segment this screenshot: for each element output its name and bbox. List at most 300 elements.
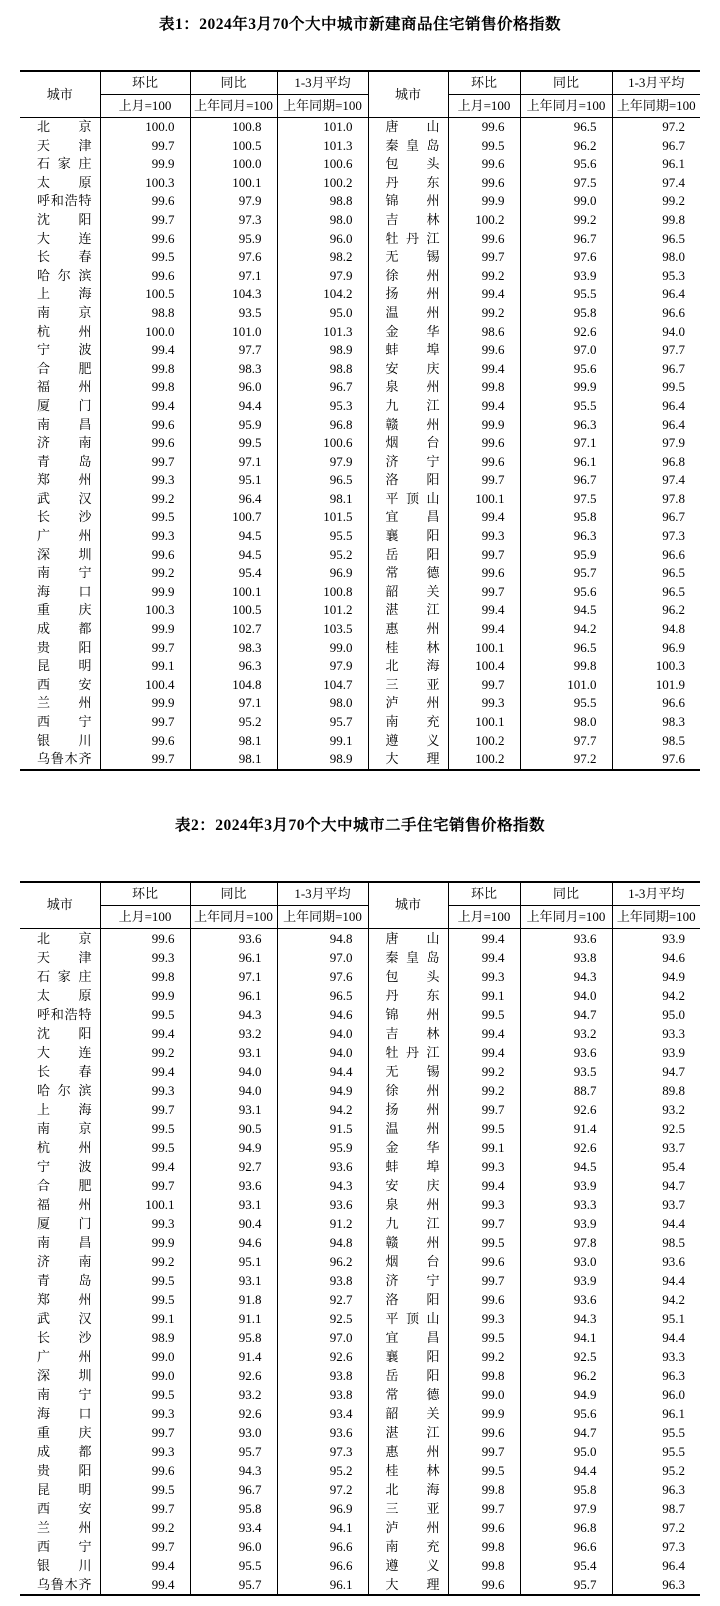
city-name: 宁 波 (37, 1158, 92, 1174)
index-value-cell: 96.1 (612, 155, 700, 174)
table-row (20, 1366, 700, 1385)
city-name: 湛 江 (385, 1424, 440, 1440)
index-value-cell: 99.5 (448, 1233, 520, 1252)
index-value-cell: 89.8 (612, 1081, 700, 1100)
table-row (20, 137, 700, 156)
index-value-cell: 99.4 (100, 397, 190, 416)
index-value-cell: 99.9 (100, 583, 190, 602)
table-row (20, 694, 700, 713)
index-value-cell: 95.0 (520, 1442, 612, 1461)
index-value-cell: 95.7 (190, 1442, 277, 1461)
city-name: 无 锡 (385, 249, 440, 265)
index-value-cell: 101.0 (277, 118, 368, 137)
index-value-cell: 95.5 (520, 694, 612, 713)
index-value-cell: 99.8 (100, 378, 190, 397)
city-cell (20, 639, 100, 658)
index-value-cell: 97.6 (190, 248, 277, 267)
col-header-yoy: 同比 (190, 882, 277, 906)
index-value-cell: 93.6 (277, 1423, 368, 1442)
city-name: 宁 波 (37, 342, 92, 358)
sub-header-yoy-base: 上年同月=100 (520, 905, 612, 928)
index-value-cell: 99.5 (612, 378, 700, 397)
index-value-cell: 99.8 (448, 1366, 520, 1385)
index-value-cell: 97.9 (520, 1499, 612, 1518)
index-value-cell: 103.5 (277, 620, 368, 639)
index-value-cell: 96.5 (277, 471, 368, 490)
index-value-cell: 96.4 (190, 490, 277, 509)
index-value-cell: 100.6 (277, 155, 368, 174)
city-name: 厦 门 (37, 397, 92, 413)
index-value-cell: 93.8 (277, 1271, 368, 1290)
index-value-cell: 100.1 (448, 713, 520, 732)
index-value-cell: 99.4 (100, 1575, 190, 1595)
index-value-cell: 93.6 (520, 928, 612, 948)
index-value-cell: 94.5 (190, 527, 277, 546)
index-value-cell: 97.5 (520, 174, 612, 193)
city-name: 上 海 (37, 286, 92, 302)
city-name: 金 华 (385, 323, 440, 339)
city-name: 牡 丹 江 (385, 1044, 440, 1060)
index-value-cell: 99.3 (448, 1157, 520, 1176)
index-value-cell: 93.9 (520, 1176, 612, 1195)
city-cell (368, 267, 448, 286)
city-cell (368, 1024, 448, 1043)
index-value-cell: 99.9 (100, 694, 190, 713)
city-name: 锦 州 (385, 1006, 440, 1022)
index-value-cell: 99.7 (100, 1100, 190, 1119)
city-cell (20, 1195, 100, 1214)
index-value-cell: 96.6 (612, 304, 700, 323)
table-row (20, 211, 700, 230)
index-value-cell: 93.6 (277, 1157, 368, 1176)
index-value-cell: 94.3 (520, 967, 612, 986)
table-row (20, 323, 700, 342)
index-value-cell: 99.7 (448, 546, 520, 565)
index-value-cell: 94.3 (190, 1005, 277, 1024)
city-cell (368, 1119, 448, 1138)
index-value-cell: 99.2 (448, 1347, 520, 1366)
index-value-cell: 93.8 (277, 1385, 368, 1404)
city-name: 长 春 (37, 249, 92, 265)
index-value-cell: 97.7 (520, 732, 612, 751)
city-cell (368, 1176, 448, 1195)
index-value-cell: 96.9 (277, 1499, 368, 1518)
table-row (20, 1176, 700, 1195)
index-value-cell: 95.6 (520, 360, 612, 379)
table-row (20, 1233, 700, 1252)
index-value-cell: 99.5 (100, 1290, 190, 1309)
index-value-cell: 99.2 (520, 211, 612, 230)
city-cell (368, 1518, 448, 1537)
city-cell (20, 601, 100, 620)
index-value-cell: 100.8 (277, 583, 368, 602)
index-value-cell: 100.2 (448, 211, 520, 230)
index-value-cell: 99.6 (100, 230, 190, 249)
index-value-cell: 99.2 (100, 1252, 190, 1271)
index-value-cell: 97.3 (612, 527, 700, 546)
index-value-cell: 97.8 (520, 1233, 612, 1252)
index-value-cell: 94.1 (520, 1328, 612, 1347)
city-cell (20, 676, 100, 695)
table1-title: 表1：2024年3月70个大中城市新建商品住宅销售价格指数 (158, 16, 561, 33)
index-value-cell: 93.9 (612, 928, 700, 948)
index-value-cell: 99.4 (448, 948, 520, 967)
city-cell (368, 1043, 448, 1062)
city-name: 三 亚 (385, 676, 440, 692)
index-value-cell: 100.2 (448, 750, 520, 770)
index-value-cell: 98.1 (277, 490, 368, 509)
city-cell (20, 546, 100, 565)
index-value-cell: 98.9 (277, 750, 368, 770)
city-cell (20, 378, 100, 397)
city-cell (20, 285, 100, 304)
city-cell (20, 341, 100, 360)
index-value-cell: 99.6 (100, 192, 190, 211)
index-value-cell: 90.5 (190, 1119, 277, 1138)
index-value-cell: 94.0 (612, 323, 700, 342)
city-name: 成 都 (37, 621, 92, 637)
index-value-cell: 95.5 (520, 285, 612, 304)
index-value-cell: 99.3 (100, 1404, 190, 1423)
index-value-cell: 94.0 (277, 1043, 368, 1062)
city-name: 青 岛 (37, 453, 92, 469)
index-value-cell: 98.9 (100, 1328, 190, 1347)
city-name: 安 庆 (385, 1177, 440, 1193)
table-row (20, 397, 700, 416)
table-row (20, 948, 700, 967)
index-value-cell: 96.6 (612, 694, 700, 713)
table-row (20, 434, 700, 453)
index-value-cell: 95.5 (612, 1423, 700, 1442)
index-value-cell: 94.0 (190, 1081, 277, 1100)
index-value-cell: 99.6 (100, 732, 190, 751)
city-cell (20, 118, 100, 137)
index-value-cell: 99.6 (448, 1575, 520, 1595)
index-value-cell: 99.5 (100, 1119, 190, 1138)
city-name: 洛 阳 (385, 472, 440, 488)
index-value-cell: 96.7 (520, 230, 612, 249)
index-value-cell: 99.4 (100, 1024, 190, 1043)
index-value-cell: 91.1 (190, 1309, 277, 1328)
table-row (20, 1138, 700, 1157)
index-value-cell: 101.5 (277, 508, 368, 527)
index-value-cell: 99.6 (448, 174, 520, 193)
city-name: 韶 关 (385, 1405, 440, 1421)
index-value-cell: 95.2 (277, 546, 368, 565)
index-value-cell: 93.7 (612, 1195, 700, 1214)
index-value-cell: 92.6 (190, 1404, 277, 1423)
index-value-cell: 99.8 (520, 657, 612, 676)
table-row (20, 490, 700, 509)
city-cell (20, 1404, 100, 1423)
index-value-cell: 94.2 (612, 1290, 700, 1309)
table-row (20, 713, 700, 732)
city-name: 泉 州 (385, 1196, 440, 1212)
city-cell (368, 211, 448, 230)
city-name: 昆 明 (37, 658, 92, 674)
city-cell (368, 323, 448, 342)
city-name: 湛 江 (385, 602, 440, 618)
index-value-cell: 101.0 (520, 676, 612, 695)
index-value-cell: 96.1 (190, 986, 277, 1005)
city-name: 蚌 埠 (385, 1158, 440, 1174)
index-value-cell: 98.0 (520, 713, 612, 732)
city-name: 吉 林 (385, 211, 440, 227)
index-value-cell: 95.8 (520, 508, 612, 527)
col-header-mom: 环比 (448, 71, 520, 95)
index-value-cell: 93.2 (520, 1024, 612, 1043)
city-cell (368, 732, 448, 751)
city-cell (368, 713, 448, 732)
city-name: 青 岛 (37, 1272, 92, 1288)
index-value-cell: 96.7 (612, 508, 700, 527)
index-value-cell: 99.5 (448, 1461, 520, 1480)
table-row (20, 986, 700, 1005)
index-value-cell: 99.7 (448, 676, 520, 695)
city-cell (20, 750, 100, 770)
index-value-cell: 100.1 (100, 1195, 190, 1214)
city-cell (368, 1385, 448, 1404)
index-value-cell: 94.6 (277, 1005, 368, 1024)
city-cell (368, 192, 448, 211)
city-name: 杭 州 (37, 1139, 92, 1155)
city-name: 乌 鲁 木 齐 (37, 751, 92, 767)
index-value-cell: 96.4 (612, 416, 700, 435)
table2-header (20, 882, 700, 929)
city-cell (20, 1556, 100, 1575)
table1-body (20, 118, 700, 770)
city-cell (20, 323, 100, 342)
city-cell (20, 1176, 100, 1195)
city-cell (20, 471, 100, 490)
index-value-cell: 92.5 (520, 1347, 612, 1366)
index-value-cell: 94.8 (277, 928, 368, 948)
index-value-cell: 95.1 (190, 1252, 277, 1271)
index-value-cell: 99.3 (100, 1442, 190, 1461)
index-value-cell: 95.5 (190, 1556, 277, 1575)
city-cell (368, 1537, 448, 1556)
index-value-cell: 99.6 (448, 155, 520, 174)
index-value-cell: 99.3 (448, 967, 520, 986)
index-value-cell: 98.2 (277, 248, 368, 267)
index-value-cell: 96.0 (277, 230, 368, 249)
index-value-cell: 96.0 (190, 1537, 277, 1556)
city-name: 泸 州 (385, 1519, 440, 1535)
table-row (20, 1404, 700, 1423)
index-value-cell: 95.7 (520, 564, 612, 583)
city-name: 太 原 (37, 174, 92, 190)
table-row (20, 248, 700, 267)
table-row (20, 341, 700, 360)
city-cell (368, 1100, 448, 1119)
city-cell (368, 1081, 448, 1100)
index-value-cell: 104.3 (190, 285, 277, 304)
city-name: 西 宁 (37, 714, 92, 729)
city-name: 大 连 (37, 1044, 92, 1060)
index-value-cell: 95.4 (190, 564, 277, 583)
city-name: 太 原 (37, 987, 92, 1003)
city-cell (20, 967, 100, 986)
index-value-cell: 99.3 (448, 527, 520, 546)
index-value-cell: 97.6 (612, 750, 700, 770)
index-value-cell: 94.4 (520, 1461, 612, 1480)
index-value-cell: 100.5 (190, 137, 277, 156)
index-value-cell: 92.7 (277, 1290, 368, 1309)
index-value-cell: 94.2 (277, 1100, 368, 1119)
index-value-cell: 96.1 (612, 1404, 700, 1423)
table-row (20, 1081, 700, 1100)
table-row (20, 1043, 700, 1062)
table2-body (20, 928, 700, 1595)
city-cell (20, 248, 100, 267)
index-value-cell: 99.6 (448, 564, 520, 583)
index-value-cell: 93.6 (520, 1043, 612, 1062)
city-name: 大 理 (385, 1576, 440, 1592)
city-cell (20, 1290, 100, 1309)
city-cell (368, 1423, 448, 1442)
index-value-cell: 101.3 (277, 323, 368, 342)
city-cell (368, 601, 448, 620)
index-value-cell: 93.9 (520, 1214, 612, 1233)
index-value-cell: 97.4 (612, 174, 700, 193)
index-value-cell: 96.5 (277, 986, 368, 1005)
index-value-cell: 99.8 (448, 1556, 520, 1575)
index-value-cell: 97.0 (277, 948, 368, 967)
index-value-cell: 98.8 (277, 192, 368, 211)
index-value-cell: 99.7 (100, 1537, 190, 1556)
city-name: 济 南 (37, 1253, 92, 1269)
city-name: 秦 皇 岛 (385, 137, 440, 153)
city-cell (20, 1575, 100, 1595)
col-header-mom: 环比 (100, 71, 190, 95)
index-value-cell: 94.5 (520, 1157, 612, 1176)
new-housing-price-index-table (20, 70, 700, 771)
index-value-cell: 99.7 (448, 1442, 520, 1461)
city-name: 大 连 (37, 230, 92, 246)
index-value-cell: 99.7 (100, 639, 190, 658)
index-value-cell: 94.5 (520, 601, 612, 620)
city-cell (20, 453, 100, 472)
index-value-cell: 93.1 (190, 1195, 277, 1214)
city-name: 郑 州 (37, 1291, 92, 1307)
city-name: 襄 阳 (385, 528, 440, 544)
index-value-cell: 96.3 (612, 1366, 700, 1385)
index-value-cell: 96.0 (612, 1385, 700, 1404)
index-value-cell: 99.4 (100, 1062, 190, 1081)
city-name: 南 昌 (37, 416, 92, 432)
city-cell (20, 1423, 100, 1442)
table-row (20, 1062, 700, 1081)
city-name: 韶 关 (385, 583, 440, 599)
city-cell (368, 378, 448, 397)
index-value-cell: 98.1 (190, 732, 277, 751)
index-value-cell: 100.1 (448, 490, 520, 509)
index-value-cell: 100.1 (448, 639, 520, 658)
index-value-cell: 100.3 (100, 174, 190, 193)
city-name: 南 京 (37, 304, 92, 320)
city-cell (20, 360, 100, 379)
city-name: 秦 皇 岛 (385, 949, 440, 965)
city-cell (20, 657, 100, 676)
table-row (20, 416, 700, 435)
index-value-cell: 99.6 (448, 230, 520, 249)
index-value-cell: 96.7 (612, 360, 700, 379)
city-name: 合 肥 (37, 1177, 92, 1193)
sub-header-mom-base: 上月=100 (100, 905, 190, 928)
table-row (20, 1442, 700, 1461)
index-value-cell: 95.4 (612, 1157, 700, 1176)
index-value-cell: 95.9 (277, 1138, 368, 1157)
index-value-cell: 98.1 (190, 750, 277, 770)
city-cell (368, 1575, 448, 1595)
city-name: 徐 州 (385, 267, 440, 283)
city-name: 济 宁 (385, 1272, 440, 1288)
index-value-cell: 95.5 (612, 1442, 700, 1461)
city-name: 海 口 (37, 1405, 92, 1421)
city-cell (368, 1005, 448, 1024)
index-value-cell: 98.6 (448, 323, 520, 342)
city-cell (368, 1062, 448, 1081)
index-value-cell: 96.9 (277, 564, 368, 583)
city-name: 成 都 (37, 1443, 92, 1459)
table-row (20, 1461, 700, 1480)
index-value-cell: 94.1 (277, 1518, 368, 1537)
index-value-cell: 97.9 (612, 434, 700, 453)
city-name: 锦 州 (385, 193, 440, 209)
sub-header-yoy-base: 上年同月=100 (190, 905, 277, 928)
city-name: 呼 和 浩 特 (37, 193, 92, 209)
index-value-cell: 99.0 (100, 1347, 190, 1366)
city-name: 银 川 (37, 732, 92, 748)
city-cell (20, 192, 100, 211)
index-value-cell: 99.6 (448, 1423, 520, 1442)
city-name: 宜 昌 (385, 1329, 440, 1345)
col-header-yoy: 同比 (520, 882, 612, 906)
city-cell (368, 967, 448, 986)
index-value-cell: 99.5 (448, 1005, 520, 1024)
city-cell (368, 1328, 448, 1347)
index-value-cell: 94.0 (277, 1024, 368, 1043)
index-value-cell: 94.3 (520, 1309, 612, 1328)
index-value-cell: 101.9 (612, 676, 700, 695)
col-header-city: 城市 (368, 71, 448, 118)
table-row (20, 1214, 700, 1233)
index-value-cell: 94.8 (612, 620, 700, 639)
table-row (20, 285, 700, 304)
index-value-cell: 97.9 (277, 453, 368, 472)
city-cell (368, 508, 448, 527)
index-value-cell: 94.4 (612, 1271, 700, 1290)
index-value-cell: 95.3 (612, 267, 700, 286)
city-cell (20, 694, 100, 713)
index-value-cell: 92.6 (190, 1366, 277, 1385)
city-name: 九 江 (385, 397, 440, 413)
city-name: 包 头 (385, 156, 440, 172)
city-cell (368, 694, 448, 713)
index-value-cell: 99.7 (448, 471, 520, 490)
city-name: 南 充 (385, 714, 440, 729)
table-row (20, 967, 700, 986)
city-name: 石 家 庄 (37, 968, 92, 984)
table-row (20, 601, 700, 620)
index-value-cell: 96.3 (190, 657, 277, 676)
index-value-cell: 98.3 (190, 639, 277, 658)
city-name: 石 家 庄 (37, 156, 92, 172)
city-cell (368, 1271, 448, 1290)
table-row (20, 546, 700, 565)
city-cell (20, 1271, 100, 1290)
index-value-cell: 91.8 (190, 1290, 277, 1309)
